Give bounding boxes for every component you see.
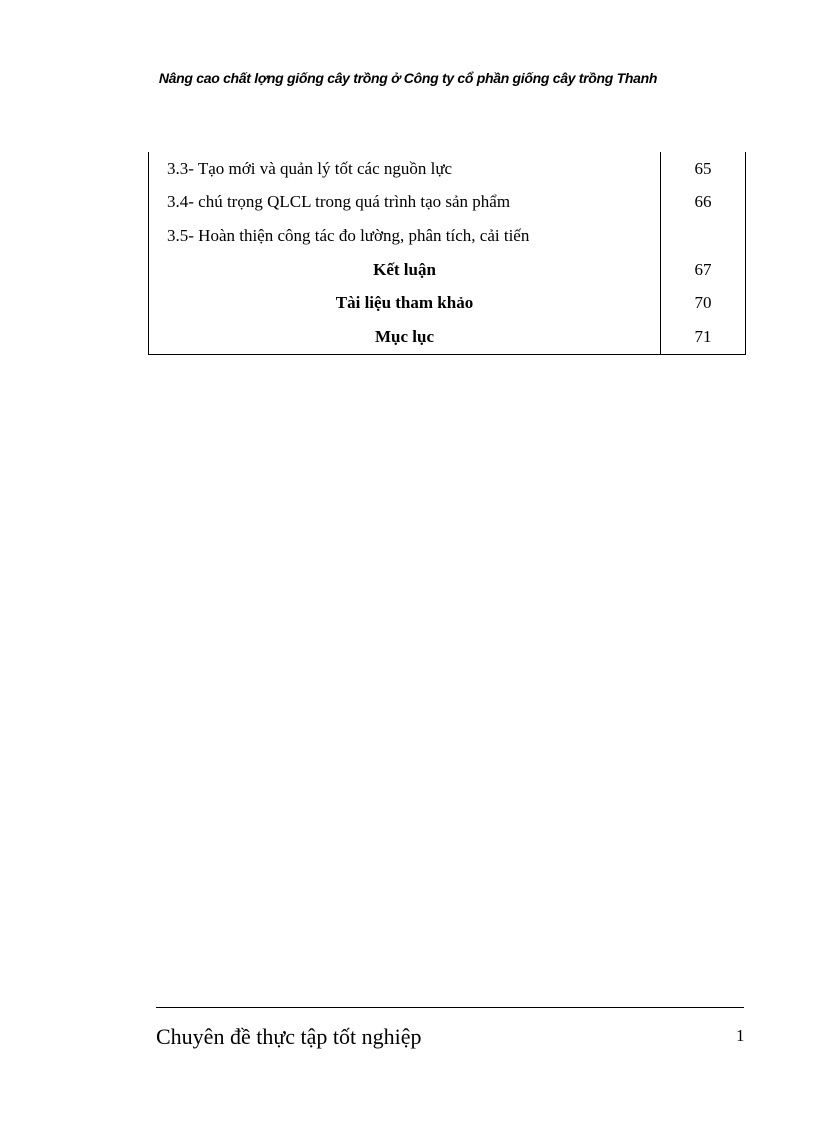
toc-page-number: 70 — [661, 286, 746, 320]
toc-item-label: Tài liệu tham khảo — [149, 286, 661, 320]
footer-divider — [156, 1007, 744, 1008]
toc-page-number: 71 — [661, 320, 746, 354]
table-of-contents — [148, 152, 746, 355]
toc-row — [149, 186, 746, 220]
footer-title: Chuyên đề thực tập tốt nghiệp — [156, 1024, 422, 1049]
toc-row — [149, 152, 746, 186]
toc-row — [149, 219, 746, 253]
toc-page-number — [661, 219, 746, 253]
toc-item-label: Mục lục — [149, 320, 661, 354]
toc-page-number: 65 — [661, 152, 746, 186]
toc-item-label: Kết luận — [149, 253, 661, 287]
running-header: Nâng cao chất lợng giống cây trồng ở Công ty cổ phần giống cây trồng Thanh — [158, 70, 658, 86]
toc-row — [149, 286, 746, 320]
toc-item-label: 3.5- Hoàn thiện công tác đo lường, phân tích, cải tiến — [149, 219, 661, 253]
toc-page-number: 66 — [661, 186, 746, 220]
toc-row — [149, 320, 746, 354]
footer-page-number: 1 — [736, 1026, 745, 1045]
toc-item-label: 3.4- chú trọng QLCL trong quá trình tạo sản phẩm — [149, 186, 661, 220]
toc-page-number: 67 — [661, 253, 746, 287]
toc-item-label: 3.3- Tạo mới và quản lý tốt các nguồn lực — [149, 152, 661, 186]
toc-row — [149, 253, 746, 287]
